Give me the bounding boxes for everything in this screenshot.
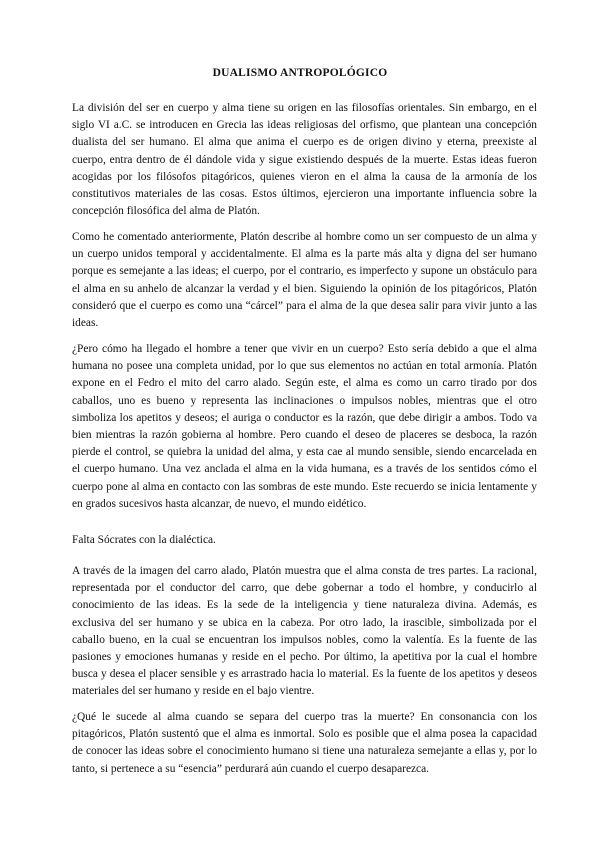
document-title: DUALISMO ANTROPOLÓGICO [212,67,388,79]
paragraph-origin-dualism: La división del ser en cuerpo y alma tiene su origen en las filosofías orientales. Sin embargo, en el siglo VI a.C. se introducen en Grecia las ideas religiosas del orfismo, que plantean una concepción dualista del ser humano. El alma que anima el cuerpo es de origen divino y eterna, preexiste al cuerpo, entra dentro de él dándole vida y sigue existiendo después de la muerte. Estas ideas fueron acogidas por los filósofos pitagóricos, quienes vieron en el alma la causa de la armonía de los constitutivos materiales de las cosas. Estos últimos, ejercieron una importante influencia sobre la concepción filosófica del alma de Platón. [72,102,537,218]
paragraph-three-parts-soul: A través de la imagen del carro alado, Platón muestra que el alma consta de tres partes. La racional, representada por el conductor del carro, que debe gobernar a todo el hombre, y conducirlo al conocimiento de las ideas. Es la sede de la inteligencia y tiene naturaleza divina. Además, es exclusiva del ser humano y se ubica en la cabeza. Por otro lado, la irascible, simbolizada por el caballo bueno, en la cual se encuentran los impulsos nobles, como la valentía. Es la fuente de las pasiones y emociones humanas y reside en el pecho. Por último, la apetitiva por la cual el hombre busca y desea el placer sensible y es arrastrado hacia lo material. Es la fuente de los apetitos y deseos materiales del ser humano y reside en el bajo vientre. [72,565,537,698]
paragraph-plato-body-soul: Como he comentado anteriormente, Platón describe al hombre como un ser compuesto de un alma y un cuerpo unidos temporal y accidentalmente. El alma es la parte más alta y digna del ser humano porque es semejante a las ideas; el cuerpo, por el contrario, es imperfecto y supone un obstáculo para el alma en su anhelo de alcanzar la verdad y el bien. Siguiendo la opinión de los pitagóricos, Platón consideró que el cuerpo es como una “cárcel” para el alma de la que desea salir para vivir junto a las ideas. [72,231,537,330]
paragraph-winged-chariot-myth: ¿Pero cómo ha llegado el hombre a tener que vivir en un cuerpo? Esto sería debido a que el alma humana no posee una completa unidad, por lo que sus elementos no actúan en total armonía. Platón expone en el Fedro el mito del carro alado. Según este, el alma es como un carro tirado por dos caballos, uno es bueno y representa las inclinaciones o impulsos nobles, mientras que el otro simboliza los apetitos y deseos; el auriga o conductor es la razón, que debe dirigir a ambos. Todo va bien mientras la razón gobierna al hombre. Pero cuando el deseo de placeres se desboca, la razón pierde el control, se quiebra la unidad del alma, y esta cae al mundo sensible, siendo encarcelada en el cuerpo humano. Una vez anclada el alma en la vida humana, es a través de los sentidos cómo el cuerpo pone al alma en contacto con las sombras de este mundo. Este recuerdo se inicia lentamente y en grados sucesivos hasta alcanzar, de nuevo, el mundo eidético. [72,343,537,510]
paragraph-soul-immortality: ¿Qué le sucede al alma cuando se separa del cuerpo tras la muerte? En consonancia con los pitagóricos, Platón sustentó que el alma es inmortal. Solo es posible que el alma posea la capacidad de conocer las ideas sobre el conocimiento humano si tiene una naturaleza semejante a ellas y, por lo tanto, si pertenece a su “esencia” perdurará aún cuando el cuerpo desaparezca. [72,711,537,775]
paragraph-note-socrates: Falta Sócrates con la dialéctica. [72,534,216,546]
